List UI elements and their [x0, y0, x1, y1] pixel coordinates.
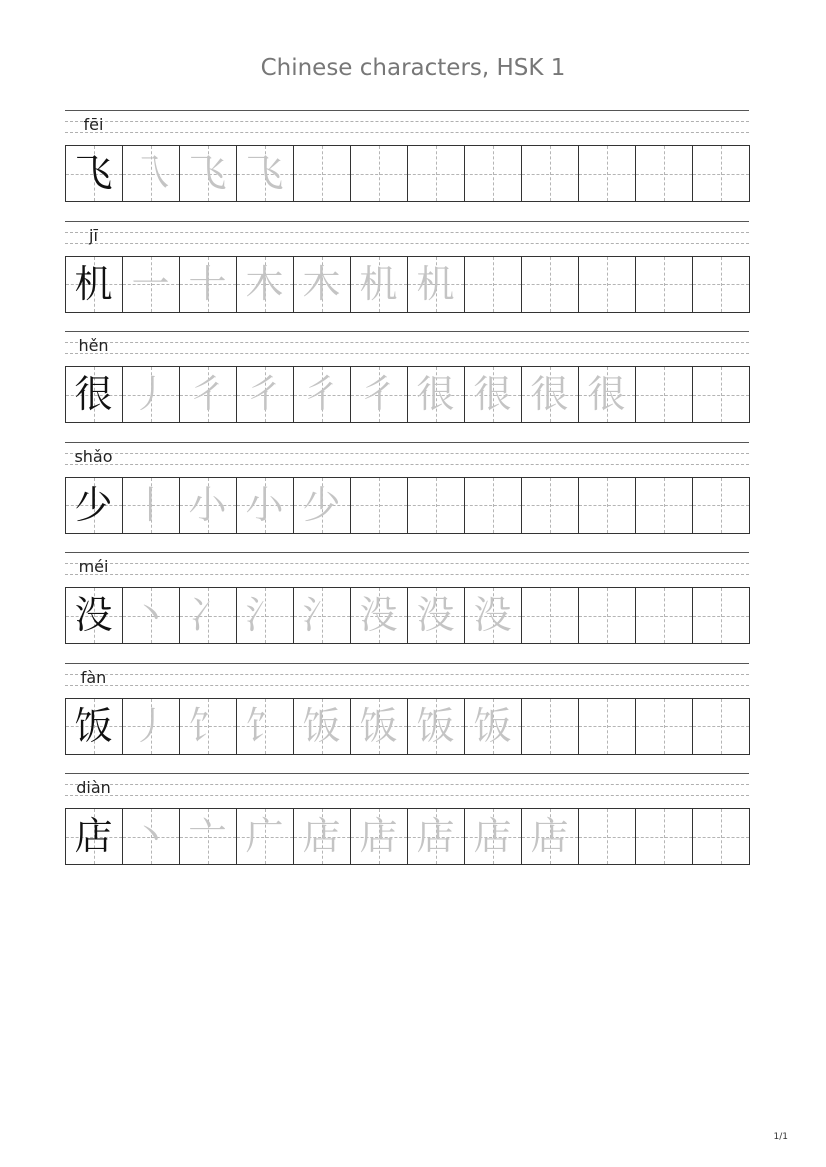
stroke-order-step: 彳	[245, 372, 284, 416]
model-character: 很	[74, 372, 113, 416]
practice-cell[interactable]	[294, 587, 351, 644]
guide-line	[65, 353, 749, 354]
practice-cell[interactable]	[636, 366, 693, 423]
stroke-order-step: 木	[245, 261, 284, 306]
pinyin-label: diàn	[76, 778, 111, 797]
practice-cell[interactable]	[636, 477, 693, 534]
practice-cell[interactable]	[408, 698, 465, 755]
stroke-order-step: 彳	[359, 372, 398, 416]
practice-cell[interactable]	[579, 477, 636, 534]
practice-cell[interactable]	[180, 256, 237, 313]
practice-cell[interactable]	[636, 808, 693, 865]
practice-cell[interactable]	[465, 256, 522, 313]
guide-line	[65, 342, 749, 343]
practice-row	[65, 552, 749, 662]
guide-line	[65, 331, 749, 332]
stroke-order-step: 氵	[302, 593, 341, 637]
practice-cell[interactable]	[579, 256, 636, 313]
practice-cell[interactable]	[408, 808, 465, 865]
stroke-order-step: 店	[416, 814, 455, 858]
practice-cell[interactable]	[522, 808, 579, 865]
practice-cell[interactable]	[522, 698, 579, 755]
practice-cell[interactable]	[465, 587, 522, 644]
stroke-order-step: 机	[359, 261, 398, 306]
practice-cell[interactable]	[237, 256, 294, 313]
guide-line	[65, 453, 749, 454]
stroke-order-step: 一	[131, 261, 170, 306]
practice-cell[interactable]	[294, 256, 351, 313]
practice-row	[65, 110, 749, 220]
character-grid	[65, 587, 749, 644]
practice-cell[interactable]	[351, 477, 408, 534]
practice-row	[65, 442, 749, 552]
practice-cell[interactable]	[465, 366, 522, 423]
stroke-order-step: 广	[245, 814, 284, 858]
model-character: 飞	[74, 151, 113, 195]
practice-cell[interactable]	[294, 366, 351, 423]
stroke-order-step: 没	[416, 593, 455, 637]
practice-cell[interactable]	[465, 145, 522, 202]
stroke-order-step: 很	[416, 372, 455, 416]
pinyin-label: fàn	[80, 667, 107, 687]
model-character-cell	[66, 256, 123, 313]
practice-cell[interactable]	[123, 808, 180, 865]
stroke-order-step: 小	[245, 482, 284, 527]
practice-cell[interactable]	[636, 256, 693, 313]
practice-cell[interactable]	[693, 145, 750, 202]
stroke-order-step: 很	[530, 372, 569, 416]
practice-cell[interactable]	[408, 477, 465, 534]
practice-cell[interactable]	[351, 587, 408, 644]
guide-line	[65, 674, 749, 675]
guide-line	[65, 110, 749, 111]
practice-cell[interactable]	[579, 808, 636, 865]
stroke-order-step: 饭	[416, 703, 455, 748]
stroke-order-step: 饭	[473, 703, 512, 748]
stroke-order-step: 饣	[188, 703, 227, 748]
practice-cell[interactable]	[237, 698, 294, 755]
practice-cell[interactable]	[123, 145, 180, 202]
practice-cell[interactable]	[123, 256, 180, 313]
stroke-order-step: 没	[359, 593, 398, 637]
stroke-order-step: 丨	[131, 482, 170, 527]
stroke-order-step: 店	[359, 814, 398, 858]
stroke-order-step: 彳	[302, 372, 341, 416]
guide-line	[65, 132, 749, 133]
model-character-cell	[66, 698, 123, 755]
pinyin-label: shǎo	[74, 446, 113, 466]
practice-cell[interactable]	[693, 477, 750, 534]
guide-line	[65, 221, 749, 222]
practice-row	[65, 663, 749, 773]
practice-cell[interactable]	[522, 587, 579, 644]
guide-line	[65, 464, 749, 465]
practice-cell[interactable]	[180, 145, 237, 202]
practice-cell[interactable]	[408, 256, 465, 313]
stroke-order-step: 亠	[188, 814, 227, 858]
guide-line	[65, 563, 749, 564]
guide-line	[65, 243, 749, 244]
practice-cell[interactable]	[522, 477, 579, 534]
practice-cell[interactable]	[180, 366, 237, 423]
stroke-order-step: 少	[302, 482, 341, 527]
stroke-order-step: 小	[188, 482, 227, 527]
stroke-order-step: 十	[188, 261, 227, 306]
stroke-order-step: 饭	[359, 703, 398, 748]
stroke-order-step: 机	[416, 261, 455, 306]
character-grid	[65, 477, 749, 534]
model-character-cell	[66, 477, 123, 534]
stroke-order-step: 很	[473, 372, 512, 416]
practice-row	[65, 773, 749, 883]
guide-line	[65, 232, 749, 233]
character-grid	[65, 808, 749, 865]
practice-cell[interactable]	[351, 145, 408, 202]
stroke-order-step: 饭	[302, 703, 341, 748]
page-number: 1/1	[773, 1132, 788, 1142]
model-character: 没	[74, 593, 113, 637]
stroke-order-step: 冫	[188, 593, 227, 637]
practice-cell[interactable]	[579, 698, 636, 755]
practice-cell[interactable]	[351, 808, 408, 865]
stroke-order-step: 店	[302, 814, 341, 858]
stroke-order-step: 丶	[131, 814, 170, 858]
practice-cell[interactable]	[693, 587, 750, 644]
practice-cell[interactable]	[693, 256, 750, 313]
practice-cell[interactable]	[294, 698, 351, 755]
stroke-order-step: 很	[587, 372, 626, 416]
model-character: 机	[74, 261, 113, 306]
practice-cell[interactable]	[693, 808, 750, 865]
guide-line	[65, 685, 749, 686]
practice-cell[interactable]	[123, 477, 180, 534]
character-grid	[65, 145, 749, 202]
practice-cell[interactable]	[693, 366, 750, 423]
stroke-order-step: 乁	[131, 151, 170, 195]
practice-row	[65, 331, 749, 441]
model-character: 饭	[74, 703, 113, 748]
guide-line	[65, 552, 749, 553]
pinyin-label: jī	[89, 225, 98, 245]
stroke-order-step: 店	[530, 814, 569, 858]
guide-line	[65, 442, 749, 443]
model-character-cell	[66, 587, 123, 644]
practice-cell[interactable]	[351, 256, 408, 313]
practice-cell[interactable]	[408, 587, 465, 644]
practice-cell[interactable]	[237, 808, 294, 865]
practice-cell[interactable]	[237, 366, 294, 423]
practice-cell[interactable]	[636, 145, 693, 202]
practice-cell[interactable]	[294, 145, 351, 202]
practice-cell[interactable]	[180, 587, 237, 644]
stroke-order-step: 彳	[188, 372, 227, 416]
guide-line	[65, 795, 749, 796]
character-grid	[65, 366, 749, 423]
pinyin-label: méi	[78, 557, 109, 576]
pinyin-label: fēi	[83, 115, 104, 134]
stroke-order-step: 丿	[131, 372, 170, 416]
practice-cell[interactable]	[636, 698, 693, 755]
practice-cell[interactable]	[522, 366, 579, 423]
practice-cell[interactable]	[351, 366, 408, 423]
page-title: Chinese characters, HSK 1	[260, 55, 566, 81]
practice-cell[interactable]	[465, 698, 522, 755]
practice-cell[interactable]	[408, 366, 465, 423]
practice-cell[interactable]	[465, 808, 522, 865]
practice-cell[interactable]	[237, 477, 294, 534]
stroke-order-step: 丶	[131, 593, 170, 637]
practice-row	[65, 221, 749, 331]
guide-line	[65, 574, 749, 575]
practice-cell[interactable]	[636, 587, 693, 644]
practice-cell[interactable]	[522, 256, 579, 313]
character-grid	[65, 698, 749, 755]
practice-cell[interactable]	[294, 477, 351, 534]
practice-cell[interactable]	[123, 698, 180, 755]
guide-line	[65, 663, 749, 664]
practice-cell[interactable]	[237, 145, 294, 202]
practice-cell[interactable]	[693, 698, 750, 755]
model-character: 少	[74, 482, 113, 527]
practice-cell[interactable]	[351, 698, 408, 755]
practice-cell[interactable]	[123, 587, 180, 644]
stroke-order-step: 没	[473, 593, 512, 637]
practice-cell[interactable]	[408, 145, 465, 202]
pinyin-label: hěn	[78, 336, 109, 355]
practice-cell[interactable]	[294, 808, 351, 865]
stroke-order-step: 飞	[245, 151, 284, 195]
practice-cell[interactable]	[579, 366, 636, 423]
stroke-order-step: 饣	[245, 703, 284, 748]
practice-cell[interactable]	[522, 145, 579, 202]
stroke-order-step: 氵	[245, 593, 284, 637]
practice-cell[interactable]	[237, 587, 294, 644]
character-grid	[65, 256, 749, 313]
practice-cell[interactable]	[180, 477, 237, 534]
practice-cell[interactable]	[180, 808, 237, 865]
guide-line	[65, 784, 749, 785]
model-character: 店	[74, 814, 113, 858]
practice-cell[interactable]	[123, 366, 180, 423]
model-character-cell	[66, 808, 123, 865]
guide-line	[65, 773, 749, 774]
model-character-cell	[66, 145, 123, 202]
stroke-order-step: 木	[302, 261, 341, 306]
stroke-order-step: 店	[473, 814, 512, 858]
practice-cell[interactable]	[465, 477, 522, 534]
practice-cell[interactable]	[579, 587, 636, 644]
stroke-order-step: 飞	[188, 151, 227, 195]
guide-line	[65, 121, 749, 122]
model-character-cell	[66, 366, 123, 423]
practice-cell[interactable]	[579, 145, 636, 202]
stroke-order-step: 丿	[131, 703, 170, 748]
practice-cell[interactable]	[180, 698, 237, 755]
